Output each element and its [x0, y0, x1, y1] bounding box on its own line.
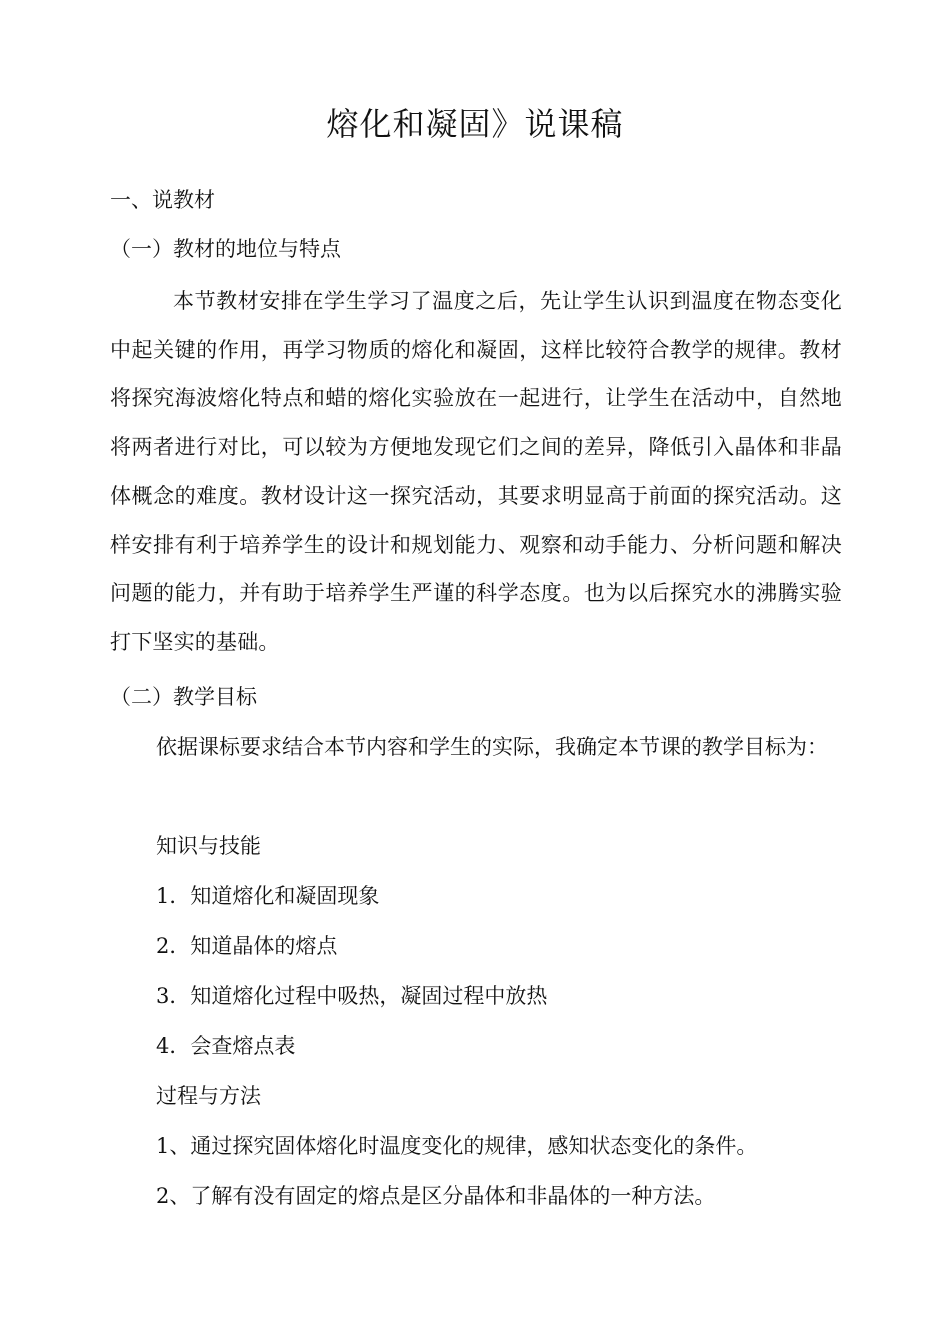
process-item: 1、通过探究固体熔化时温度变化的规律，感知状态变化的条件。	[156, 1134, 758, 1158]
knowledge-item: 1．知道熔化和凝固现象	[156, 884, 380, 908]
paragraph-teaching-goals: 依据课标要求结合本节内容和学生的实际，我确定本节课的教学目标为：	[156, 735, 828, 759]
knowledge-item: 3．知道熔化过程中吸热，凝固过程中放热	[156, 984, 548, 1008]
document-title: 熔化和凝固》说课稿	[326, 105, 624, 143]
knowledge-item: 4．会查熔点表	[156, 1034, 296, 1058]
subsection-heading-1-1: （一）教材的地位与特点	[110, 237, 341, 261]
knowledge-skills-heading: 知识与技能	[156, 834, 261, 858]
knowledge-item: 2．知道晶体的熔点	[156, 934, 338, 958]
paragraph-textbook-position: 本节教材安排在学生学习了温度之后，先让学生认识到温度在物态变化中起关键的作用，再学习物质的熔化和凝固，这样比较符合教学的规律。教材将探究海波熔化特点和蜡的熔化实验放在一起进行，让学生在活动中，自然地将两者进行对比，可以较为方便地发现它们之间的差异，降低引入晶体和非晶体概念的难度。教材设计这一探究活动，其要求明显高于前面的探究活动。这样安排有利于培养学生的设计和规划能力、观察和动手能力、分析问题和解决问题的能力，并有助于培养学生严谨的科学态度。也为以后探究水的沸腾实验打下坚实的基础。	[110, 289, 842, 654]
section-heading-1: 一、说教材	[110, 188, 215, 212]
subsection-heading-1-2: （二）教学目标	[110, 685, 257, 709]
process-methods-heading: 过程与方法	[156, 1084, 261, 1108]
process-item: 2、了解有没有固定的熔点是区分晶体和非晶体的一种方法。	[156, 1184, 716, 1208]
